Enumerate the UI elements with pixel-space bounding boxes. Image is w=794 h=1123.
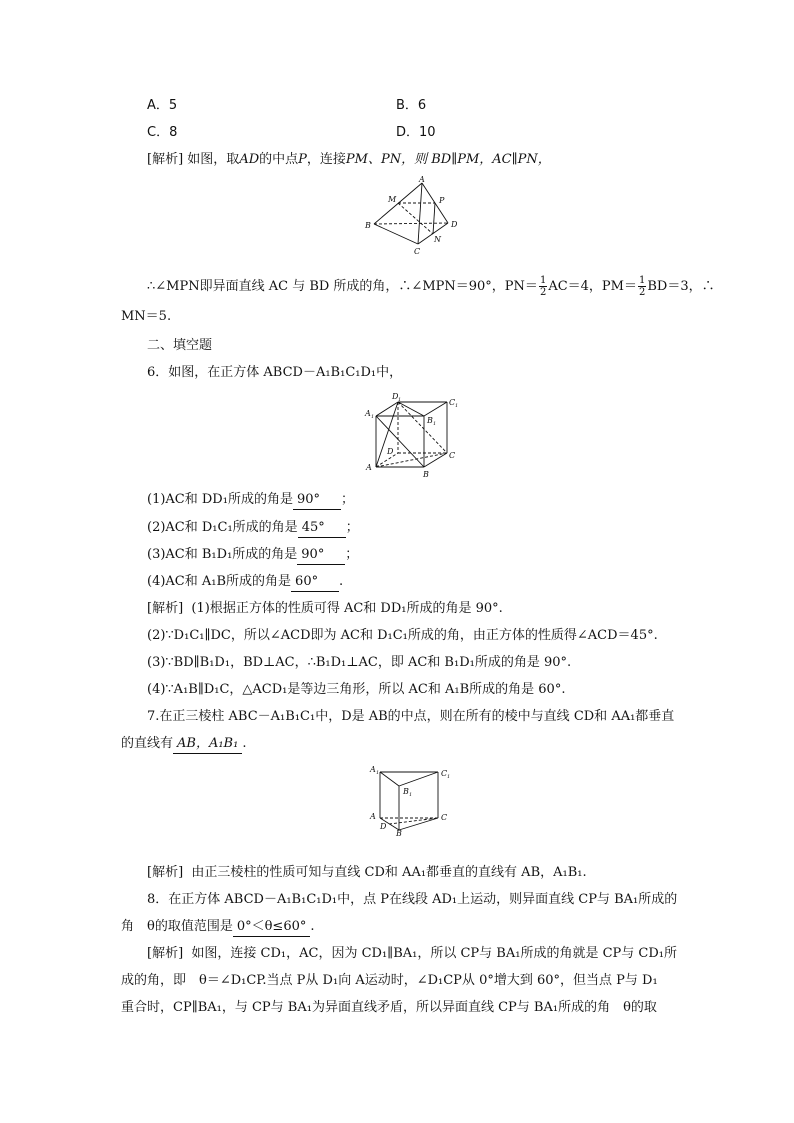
stem-end: . [242, 736, 247, 751]
q8-analysis-1 [147, 945, 677, 963]
label-sub: 1 [409, 792, 413, 798]
q7-stem-1: 7.在正三棱柱 ABC－A₁B₁C₁中，D是 AB的中点，则在所有的棱中与直线 CD和 AA₁都垂直 [147, 709, 675, 724]
label-sub: 1 [398, 397, 402, 403]
item-answer: 90° [293, 491, 341, 510]
analysis-text: 如图，连接 CD₁，AC，因为 CD₁∥BA₁，所以 CP与 BA₁所成的角就是 CP与 CD₁所 [191, 946, 677, 961]
q6-analysis-2: (2)∵D₁C₁∥DC，所以∠ACD即为 AC和 D₁C₁所成的角，由正方体的性质得∠ACD＝45°. [147, 628, 658, 643]
q8-analysis-3: 重合时，CP∥BA₁，与 CP与 BA₁为异面直线矛盾，所以异面直线 CP与 BA₁所成的角 θ的取 [121, 1000, 657, 1015]
label-A1: A [370, 765, 376, 774]
label-sub: 1 [447, 774, 451, 780]
item-end: ； [345, 547, 359, 562]
q5-conclusion-end: MN＝5. [121, 309, 172, 324]
tetrahedron-figure [362, 176, 464, 256]
option-d [396, 124, 436, 142]
option-c-value: 8 [169, 125, 178, 140]
label-sub: 1 [433, 421, 437, 427]
label-B1: B [427, 416, 433, 425]
label-B: B [396, 829, 402, 836]
frac-den: 2 [638, 287, 646, 298]
label-B1: B [403, 787, 409, 796]
analysis-tag: [解析] [147, 865, 184, 880]
prism-figure [366, 762, 462, 836]
q6-item-3 [147, 546, 358, 565]
cube-figure [363, 388, 463, 480]
q8-answer: 0°＜θ≤60° [233, 918, 311, 937]
section-title: 二、填空题 [147, 338, 213, 353]
conclusion-text: ∴∠MPN即异面直线 AC 与 BD 所成的角，∴∠MPN＝90°，PN＝ [147, 279, 538, 294]
q5-analysis-intro [147, 151, 551, 169]
item-answer: 90° [297, 546, 345, 565]
q7-analysis [147, 864, 587, 882]
analysis-var: AD [239, 152, 260, 167]
analysis-tag: [解析] [147, 152, 184, 167]
label-C: C [449, 451, 456, 460]
label-A: A [419, 176, 425, 184]
label-C1: C [449, 398, 456, 407]
label-sub: 1 [455, 403, 459, 409]
q6-analysis-1 [147, 600, 503, 618]
option-d-value: 10 [419, 125, 436, 140]
q8-stem-2 [121, 918, 315, 937]
analysis-text: 如图，取 [187, 152, 240, 167]
q7-stem-2 [121, 735, 246, 754]
option-c [147, 124, 177, 142]
stem-text: 角 θ的取值范围是 [121, 919, 233, 934]
option-b-value: 6 [417, 98, 427, 113]
conclusion-text: BD＝3，∴ [647, 279, 715, 294]
q5-conclusion [147, 275, 715, 298]
item-question: (3)AC和 B₁D₁所成的角是 [147, 547, 298, 562]
label-A1: A [365, 409, 371, 418]
analysis-text: (1)根据正方体的性质可得 AC和 DD₁所成的角是 90°. [191, 601, 503, 616]
item-end: ； [345, 520, 359, 535]
label-D: D [451, 220, 458, 229]
analysis-var: P [298, 152, 307, 167]
label-C: C [414, 247, 421, 256]
stem-end: . [310, 919, 315, 934]
q8-analysis-2: 成的角，即 θ＝∠D₁CP.当点 P从 D₁向 A运动时，∠D₁CP从 0°增大到 60°，但当点 P与 D₁ [121, 973, 658, 988]
label-A: A [370, 812, 376, 821]
q6-analysis-4: (4)∵A₁B∥D₁C，△ACD₁是等边三角形，所以 AC和 A₁B所成的角是 60°. [147, 682, 566, 697]
option-a-value: 5 [168, 98, 178, 113]
item-question: (4)AC和 A₁B所成的角是 [147, 574, 292, 589]
option-a-label: A． [147, 98, 169, 113]
q6-item-4 [147, 573, 343, 592]
fraction-half [539, 275, 547, 298]
label-C1: C [441, 769, 448, 778]
label-sub: 1 [376, 770, 380, 776]
label-sub: 1 [371, 414, 375, 420]
analysis-text: PM、PN，则 BD∥PM，AC∥PN， [345, 152, 551, 167]
analysis-text: ，连接 [306, 152, 346, 167]
option-d-label: D． [396, 125, 420, 140]
frac-num: 1 [638, 275, 646, 286]
item-answer: 60° [291, 573, 339, 592]
q6-analysis-3: (3)∵BD∥B₁D₁，BD⊥AC，∴B₁D₁⊥AC，即 AC和 B₁D₁所成的角是 90°. [147, 655, 572, 670]
label-D: D [387, 447, 394, 456]
item-end: . [339, 574, 344, 589]
label-C: C [441, 813, 448, 822]
fraction-half [638, 275, 646, 298]
frac-den: 2 [539, 287, 547, 298]
frac-num: 1 [539, 275, 547, 286]
label-N: N [434, 235, 441, 244]
label-B: B [423, 470, 429, 479]
option-b [396, 97, 426, 115]
q7-answer: AB，A₁B₁ [173, 735, 242, 754]
q6-stem: 6．如图，在正方体 ABCD－A₁B₁C₁D₁中， [147, 365, 403, 380]
option-a [147, 97, 177, 115]
label-B: B [365, 221, 371, 230]
item-answer: 45° [298, 519, 346, 538]
option-b-label: B． [396, 98, 418, 113]
conclusion-text: AC＝4，PM＝ [548, 279, 637, 294]
item-question: (2)AC和 D₁C₁所成的角是 [147, 520, 298, 535]
analysis-tag: [解析] [147, 601, 184, 616]
analysis-tag: [解析] [147, 946, 184, 961]
stem-text: 的直线有 [121, 736, 174, 751]
item-question: (1)AC和 DD₁所成的角是 [147, 492, 293, 507]
item-end: ； [340, 492, 354, 507]
q8-stem-1: 8．在正方体 ABCD－A₁B₁C₁D₁中，点 P在线段 AD₁上运动，则异面直线 CP与 BA₁所成的 [147, 892, 678, 907]
q6-item-2 [147, 519, 359, 538]
label-P: P [439, 196, 445, 205]
analysis-text: 的中点 [259, 152, 299, 167]
label-A: A [366, 463, 372, 472]
label-M: M [388, 195, 397, 204]
analysis-text: 由正三棱柱的性质可知与直线 CD和 AA₁都垂直的直线有 AB，A₁B₁. [191, 865, 587, 880]
label-D: D [380, 822, 387, 831]
label-D1: D [392, 392, 399, 401]
q6-item-1 [147, 491, 354, 510]
option-c-label: C． [147, 125, 170, 140]
